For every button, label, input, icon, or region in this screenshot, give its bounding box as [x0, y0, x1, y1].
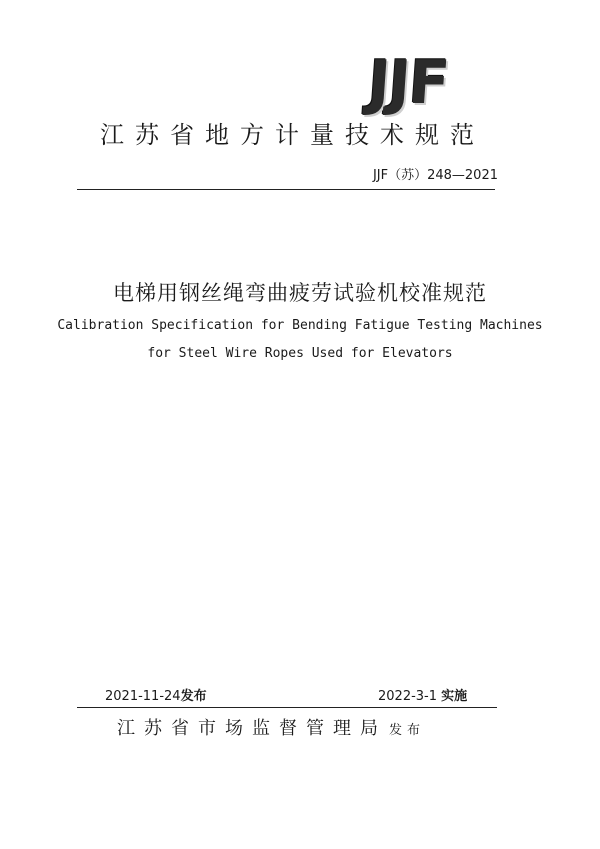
jjf-logo: JJF [365, 48, 451, 118]
issue-date: 2021-11-24 [105, 689, 181, 704]
issuer-name: 江苏省市场监督管理局 [117, 718, 387, 739]
effective-date: 2022-3-1 [378, 689, 438, 704]
issue-label: 发布 [180, 689, 207, 704]
issuer-block [117, 714, 425, 740]
document-title-english-line2: for Steel Wire Ropes Used for Elevators [147, 346, 453, 361]
bottom-divider [77, 707, 497, 708]
document-title-chinese: 电梯用钢丝绳弯曲疲劳试验机校准规范 [113, 281, 487, 305]
issuer-suffix: 发布 [389, 723, 426, 738]
standard-code: JJF（苏）248—2021 [372, 168, 498, 183]
effective-label: 实施 [441, 689, 468, 704]
standard-series-title: 江苏省地方计量技术规范 [100, 121, 485, 149]
issue-date-block [105, 685, 207, 704]
document-title-english-line1: Calibration Specification for Bending Fatigue Testing Machines [57, 318, 543, 333]
top-divider [77, 189, 495, 190]
effective-date-block [378, 685, 467, 704]
